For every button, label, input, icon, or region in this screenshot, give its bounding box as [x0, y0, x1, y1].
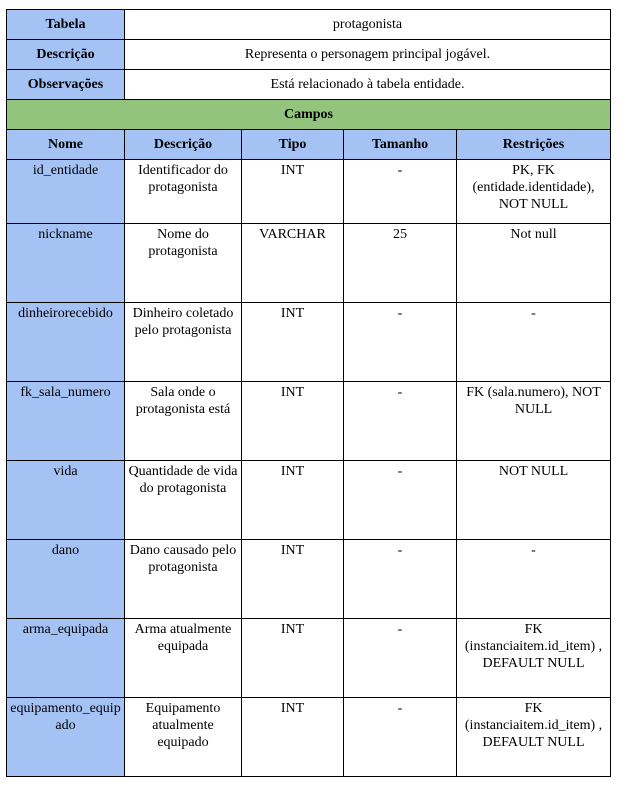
field-type: INT — [242, 461, 344, 540]
field-row-dano — [7, 540, 611, 619]
field-row-fk-sala-numero — [7, 382, 611, 461]
column-header-tamanho: Tamanho — [344, 130, 457, 160]
field-name: nickname — [7, 224, 125, 303]
field-name: vida — [7, 461, 125, 540]
field-description: Quantidade de vida do protagonista — [125, 461, 242, 540]
field-type: INT — [242, 382, 344, 461]
field-type: INT — [242, 160, 344, 224]
field-size: - — [344, 619, 457, 698]
field-constraints: Not null — [457, 224, 611, 303]
field-constraints: FK (instanciaitem.id_item) , DEFAULT NULL — [457, 698, 611, 777]
field-name: arma_equipada — [7, 619, 125, 698]
field-name: equipamento_equipado — [7, 698, 125, 777]
field-size: - — [344, 382, 457, 461]
field-row-nickname — [7, 224, 611, 303]
tabela-value: protagonista — [125, 10, 611, 40]
field-type: INT — [242, 698, 344, 777]
field-row-id-entidade — [7, 160, 611, 224]
field-description: Dinheiro coletado pelo protagonista — [125, 303, 242, 382]
field-row-vida — [7, 461, 611, 540]
field-constraints: NOT NULL — [457, 461, 611, 540]
field-name: id_entidade — [7, 160, 125, 224]
descricao-label: Descrição — [7, 40, 125, 70]
field-description: Dano causado pelo protagonista — [125, 540, 242, 619]
table-description-row — [7, 40, 611, 70]
field-type: INT — [242, 303, 344, 382]
field-constraints: - — [457, 540, 611, 619]
field-size: - — [344, 303, 457, 382]
field-description: Nome do protagonista — [125, 224, 242, 303]
campos-section-row — [7, 100, 611, 130]
field-row-dinheirorecebido — [7, 303, 611, 382]
field-row-arma-equipada — [7, 619, 611, 698]
field-type: INT — [242, 540, 344, 619]
table-name-row — [7, 10, 611, 40]
field-constraints: FK (sala.numero), NOT NULL — [457, 382, 611, 461]
field-name: dinheirorecebido — [7, 303, 125, 382]
field-name: fk_sala_numero — [7, 382, 125, 461]
field-size: 25 — [344, 224, 457, 303]
column-header-restricoes: Restrições — [457, 130, 611, 160]
column-header-tipo: Tipo — [242, 130, 344, 160]
table-notes-row — [7, 70, 611, 100]
observacoes-label: Observações — [7, 70, 125, 100]
column-header-nome: Nome — [7, 130, 125, 160]
field-row-equipamento-equipado — [7, 698, 611, 777]
campos-header: Campos — [7, 100, 611, 130]
field-size: - — [344, 698, 457, 777]
field-description: Equipamento atualmente equipado — [125, 698, 242, 777]
field-description: Sala onde o protagonista está — [125, 382, 242, 461]
field-type: INT — [242, 619, 344, 698]
observacoes-value: Está relacionado à tabela entidade. — [125, 70, 611, 100]
tabela-label: Tabela — [7, 10, 125, 40]
field-constraints: PK, FK (entidade.identidade), NOT NULL — [457, 160, 611, 224]
column-header-descricao: Descrição — [125, 130, 242, 160]
field-type: VARCHAR — [242, 224, 344, 303]
field-size: - — [344, 540, 457, 619]
field-size: - — [344, 461, 457, 540]
field-description: Identificador do protagonista — [125, 160, 242, 224]
field-constraints: FK (instanciaitem.id_item) , DEFAULT NULL — [457, 619, 611, 698]
field-name: dano — [7, 540, 125, 619]
data-dictionary-table — [6, 9, 611, 777]
field-size: - — [344, 160, 457, 224]
field-constraints: - — [457, 303, 611, 382]
descricao-value: Representa o personagem principal jogável. — [125, 40, 611, 70]
field-description: Arma atualmente equipada — [125, 619, 242, 698]
column-header-row — [7, 130, 611, 160]
